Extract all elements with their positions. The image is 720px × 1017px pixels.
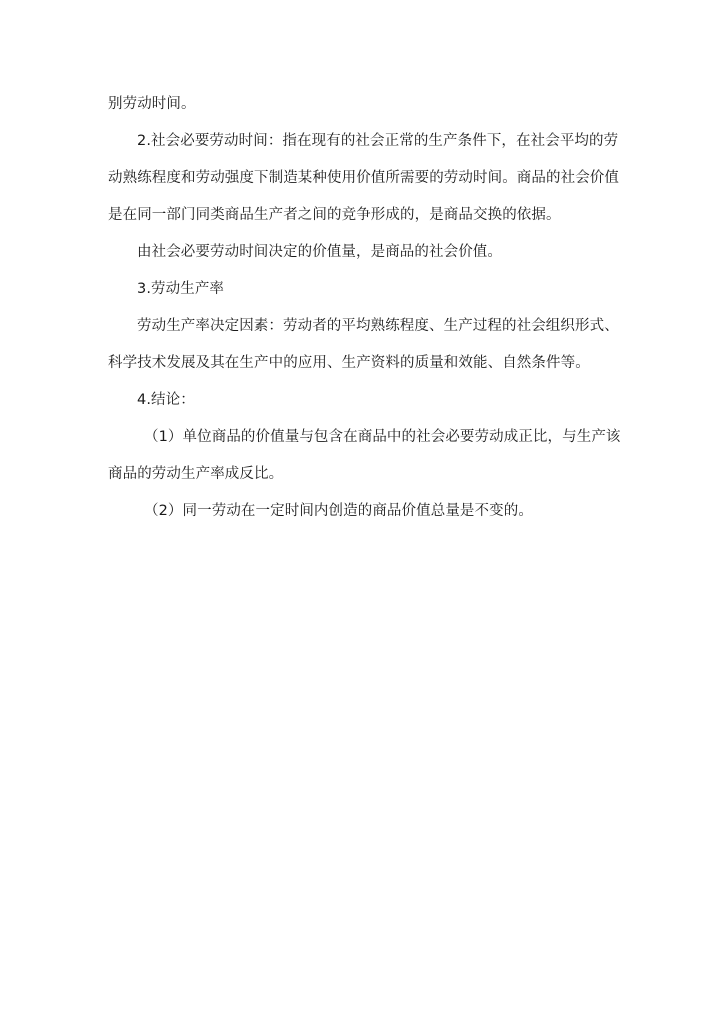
paragraph-line: 动熟练程度和劳动强度下制造某种使用价值所需要的劳动时间。商品的社会价值 bbox=[108, 170, 619, 186]
paragraph-line: 商品的劳动生产率成反比。 bbox=[108, 466, 284, 482]
paragraph-line: （2）同一劳动在一定时间内创造的商品价值总量是不变的。 bbox=[144, 503, 533, 519]
section-heading: 3.劳动生产率 bbox=[137, 281, 225, 297]
paragraph-line: 科学技术发展及其在生产中的应用、生产资料的质量和效能、自然条件等。 bbox=[108, 355, 590, 371]
section-heading: 4.结论： bbox=[137, 392, 195, 408]
document-body bbox=[108, 86, 621, 530]
paragraph-line: 是在同一部门同类商品生产者之间的竞争形成的，是商品交换的依据。 bbox=[108, 207, 561, 223]
paragraph-line: 别劳动时间。 bbox=[108, 96, 196, 112]
paragraph-line: 由社会必要劳动时间决定的价值量，是商品的社会价值。 bbox=[137, 244, 502, 260]
paragraph-line: （1）单位商品的价值量与包含在商品中的社会必要劳动成正比，与生产该 bbox=[144, 429, 621, 445]
paragraph-line: 劳动生产率决定因素：劳动者的平均熟练程度、生产过程的社会组织形式、 bbox=[137, 318, 619, 334]
paragraph-line: 2.社会必要劳动时间：指在现有的社会正常的生产条件下，在社会平均的劳 bbox=[137, 133, 619, 149]
